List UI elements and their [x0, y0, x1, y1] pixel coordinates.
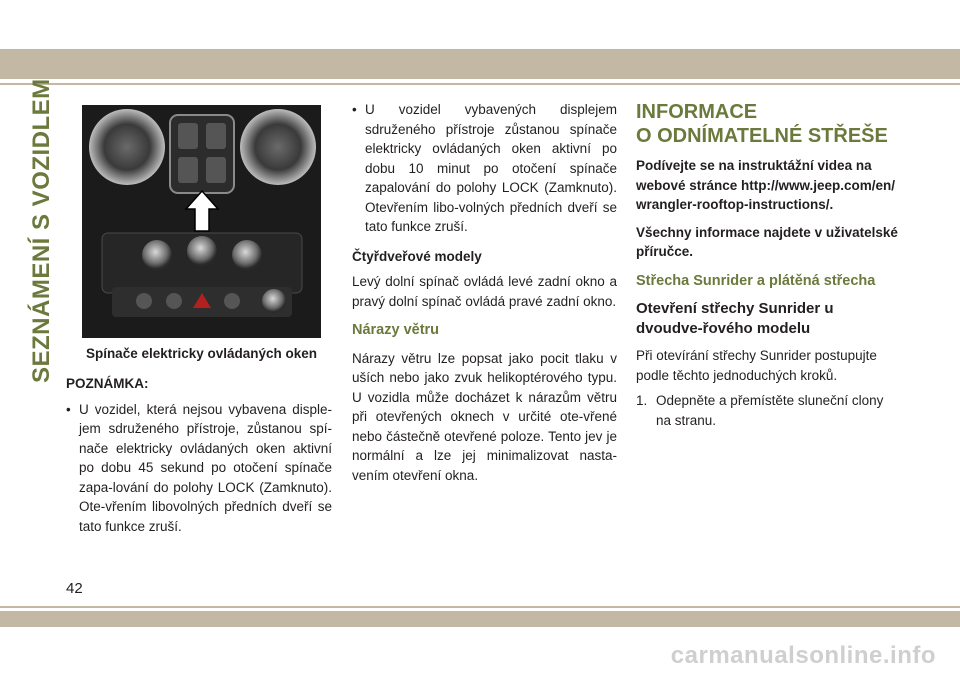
knob-right: [232, 240, 262, 270]
knob-center: [187, 236, 217, 266]
left-vent: [89, 109, 165, 185]
column-middle: [352, 100, 617, 491]
four-door-text: Levý dolní spínač ovládá levé zadní okno a pravý dolní spínač ovládá pravé zadní okno.: [352, 274, 617, 309]
buffeting-heading: Nárazy větru: [352, 322, 440, 338]
page-number: 42: [66, 580, 83, 597]
figure-caption: Spínače elektricky ovládaných oken: [85, 346, 318, 361]
note-heading: POZNÁMKA:: [66, 376, 149, 391]
column-left: [66, 370, 332, 536]
roof-heading-line2: O ODNÍMATELNÉ STŘEŠE: [636, 125, 888, 147]
header-rule: [0, 83, 960, 85]
note-bullet: [66, 400, 332, 537]
right-vent: [240, 109, 316, 185]
roof-heading-line1: INFORMACE: [636, 101, 758, 123]
note-bullet: [352, 100, 617, 237]
four-door-heading: Čtyřdveřové modely: [352, 248, 482, 264]
roof-info-heading: [636, 100, 901, 148]
step-item: [636, 391, 901, 430]
note-bullet-text: U vozidel vybavených displejem sdruženého přístroje zůstanou spínače elektricky ovládaných oken aktivní po dobu 10 minut po otočení spínače zapalování do polohy LOCK (Zamknuto). Otevřením libo-volných předních dveří se tato funkce zruší.: [365, 102, 617, 234]
video-text: Podívejte se na instruktážní videa na webové stránce http://www.jeep.com/en/ wrangler-rooftop-instructions/.: [636, 158, 896, 212]
manual-info-text: Všechny informace najdete v uživatelské příručce.: [636, 224, 898, 259]
column-right: [636, 100, 901, 430]
header-band: [0, 49, 960, 79]
sunrider-heading: Střecha Sunrider a plátěná střecha: [636, 272, 876, 289]
open-sunrider-text: Při otevírání střechy Sunrider postupujte podle těchto jednoduchých kroků.: [636, 348, 877, 383]
buffeting-text: Nárazy větru lze popsat jako pocit tlaku v uších nebo jako zvuk helikoptérového typu. U vozidla může docházet k nárazům větru při otevřených oknech v určité ote-vřené nebo částečně otevřené poloze. Tento jev je normální a lze jej minimalizovat nasta-vením otevření okna.: [352, 350, 617, 483]
dashboard-photo: [82, 105, 321, 338]
bullet-dot: •: [352, 102, 357, 117]
knob-left: [142, 240, 172, 270]
open-sunrider-heading: Otevření střechy Sunrider u dvoudve-řového modelu: [636, 300, 834, 337]
watermark: carmanualsonline.info: [670, 642, 936, 669]
step-text: Odepněte a přemístěte sluneční clony na stranu.: [656, 393, 884, 428]
bullet-dot: •: [66, 401, 71, 417]
note-bullet-text: U vozidel, která nejsou vybavena disple-jem sdruženého přístroje, zůstanou spí-nače elektricky ovládaných oken aktivní po dobu 45 sekund po otočení spínače zapa-lování do polohy LOCK (Zamknuto). Ote-vřením libovolných předních dveří se tato funkce zruší.: [79, 401, 332, 534]
footer-rule: [0, 606, 960, 608]
footer-band: [0, 611, 960, 627]
section-title: SEZNÁMENÍ S VOZIDLEM: [28, 78, 55, 383]
step-number: 1.: [636, 393, 648, 408]
